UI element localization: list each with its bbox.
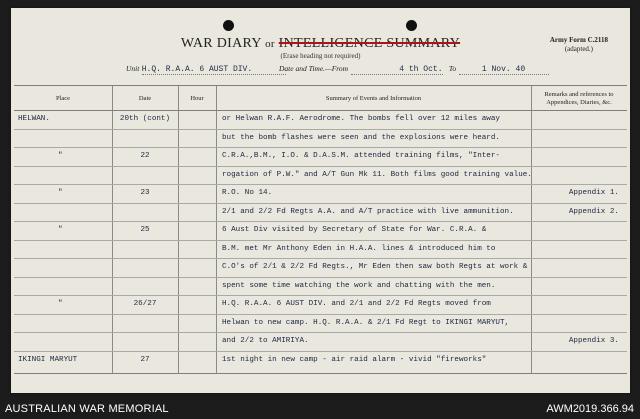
row-summary: rogation of P.W." and A/T Gun Mk 11. Both films good training value. xyxy=(222,170,532,179)
row-summary: B.M. met Mr Anthony Eden in H.A.A. lines & introduced him to xyxy=(222,244,496,253)
diary-table xyxy=(14,85,627,374)
row-rule xyxy=(14,295,627,296)
subtitle: (Erase heading not required) xyxy=(280,52,361,60)
row-summary: but the bomb flashes were seen and the explosions were heard. xyxy=(222,133,500,142)
row-date: 27 xyxy=(140,355,150,364)
row-summary: 1st night in new camp - air raid alarm - vivid "fireworks" xyxy=(222,355,487,364)
col-summary: Summary of Events and Information xyxy=(325,95,422,102)
row-summary: H.Q. R.A.A. 6 AUST DIV. and 2/1 and 2/2 Fd Regts moved from xyxy=(222,300,491,308)
footer-credit: AUSTRALIAN WAR MEMORIAL xyxy=(5,403,169,415)
row-rule xyxy=(14,221,627,222)
row-rule xyxy=(14,351,627,352)
row-date: 22 xyxy=(140,152,150,160)
row-summary: or Helwan R.A.F. Aerodrome. The bombs fell over 12 miles away xyxy=(222,115,500,123)
row-place: " xyxy=(58,300,63,308)
row-summary: spent some time watching the work and chatting with the men. xyxy=(222,281,496,290)
row-date: 23 xyxy=(140,189,150,197)
row-summary: and 2/2 to AMIRIYA. xyxy=(222,337,309,345)
row-place: IKINGI MARYUT xyxy=(18,355,78,364)
punch-hole-left xyxy=(223,20,234,31)
col-place: Place xyxy=(55,95,71,102)
row-place: " xyxy=(58,189,63,197)
row-date: 26/27 xyxy=(133,300,157,308)
row-summary: 6 Aust Div visited by Secretary of State for War. C.R.A. & xyxy=(222,226,487,234)
row-summary: 2/1 and 2/2 Fd Regts A.A. and A/T practice with live ammunition. xyxy=(222,207,514,216)
row-rule xyxy=(14,332,627,333)
row-rule xyxy=(14,129,627,130)
unit-line: Unit H.Q. R.A.A. 6 AUST DIV. xyxy=(126,64,286,78)
col-date: Date xyxy=(138,95,152,102)
row-remarks: Appendix 3. xyxy=(568,337,619,345)
row-rule xyxy=(14,203,627,204)
row-rule xyxy=(14,258,627,259)
row-remarks: Appendix 1. xyxy=(568,189,619,197)
row-summary: C.O's of 2/1 & 2/2 Fd Regts., Mr Eden then saw both Regts at work & xyxy=(222,263,528,271)
row-place: " xyxy=(58,226,63,234)
footer-accession: AWM2019.366.94 xyxy=(546,403,634,415)
row-rule xyxy=(14,277,627,278)
diary-page xyxy=(11,8,630,393)
row-summary: R.O. No 14. xyxy=(222,189,273,197)
col-remarks: Remarks and references to Appendices, Diaries, &c. xyxy=(544,91,614,106)
row-remarks: Appendix 2. xyxy=(568,207,619,216)
row-summary: C.R.A.,B.M., I.O. & D.A.S.M. attended training films, "Inter- xyxy=(222,152,500,160)
row-date: 20th (cont) xyxy=(119,115,171,123)
row-rule xyxy=(14,147,627,148)
col-hour: Hour xyxy=(190,95,204,102)
row-rule xyxy=(14,166,627,167)
row-place: " xyxy=(58,152,63,160)
row-date: 25 xyxy=(140,226,150,234)
row-summary: Helwan to new camp. H.Q. R.A.A. & 2/1 Fd Regt to IKINGI MARYUT, xyxy=(222,318,510,327)
row-place: HELWAN. xyxy=(18,115,50,123)
date-line: Date and Time.—From 4 th Oct. To 1 Nov. 40 xyxy=(279,64,549,78)
page-title: WAR DIARY or INTELLIGENCE SUMMARY xyxy=(180,36,461,51)
row-rule xyxy=(14,314,627,315)
row-rule xyxy=(14,240,627,241)
punch-hole-right xyxy=(406,20,417,31)
army-form-label: Army Form C.2118 (adapted.) xyxy=(549,36,608,53)
row-rule xyxy=(14,184,627,185)
